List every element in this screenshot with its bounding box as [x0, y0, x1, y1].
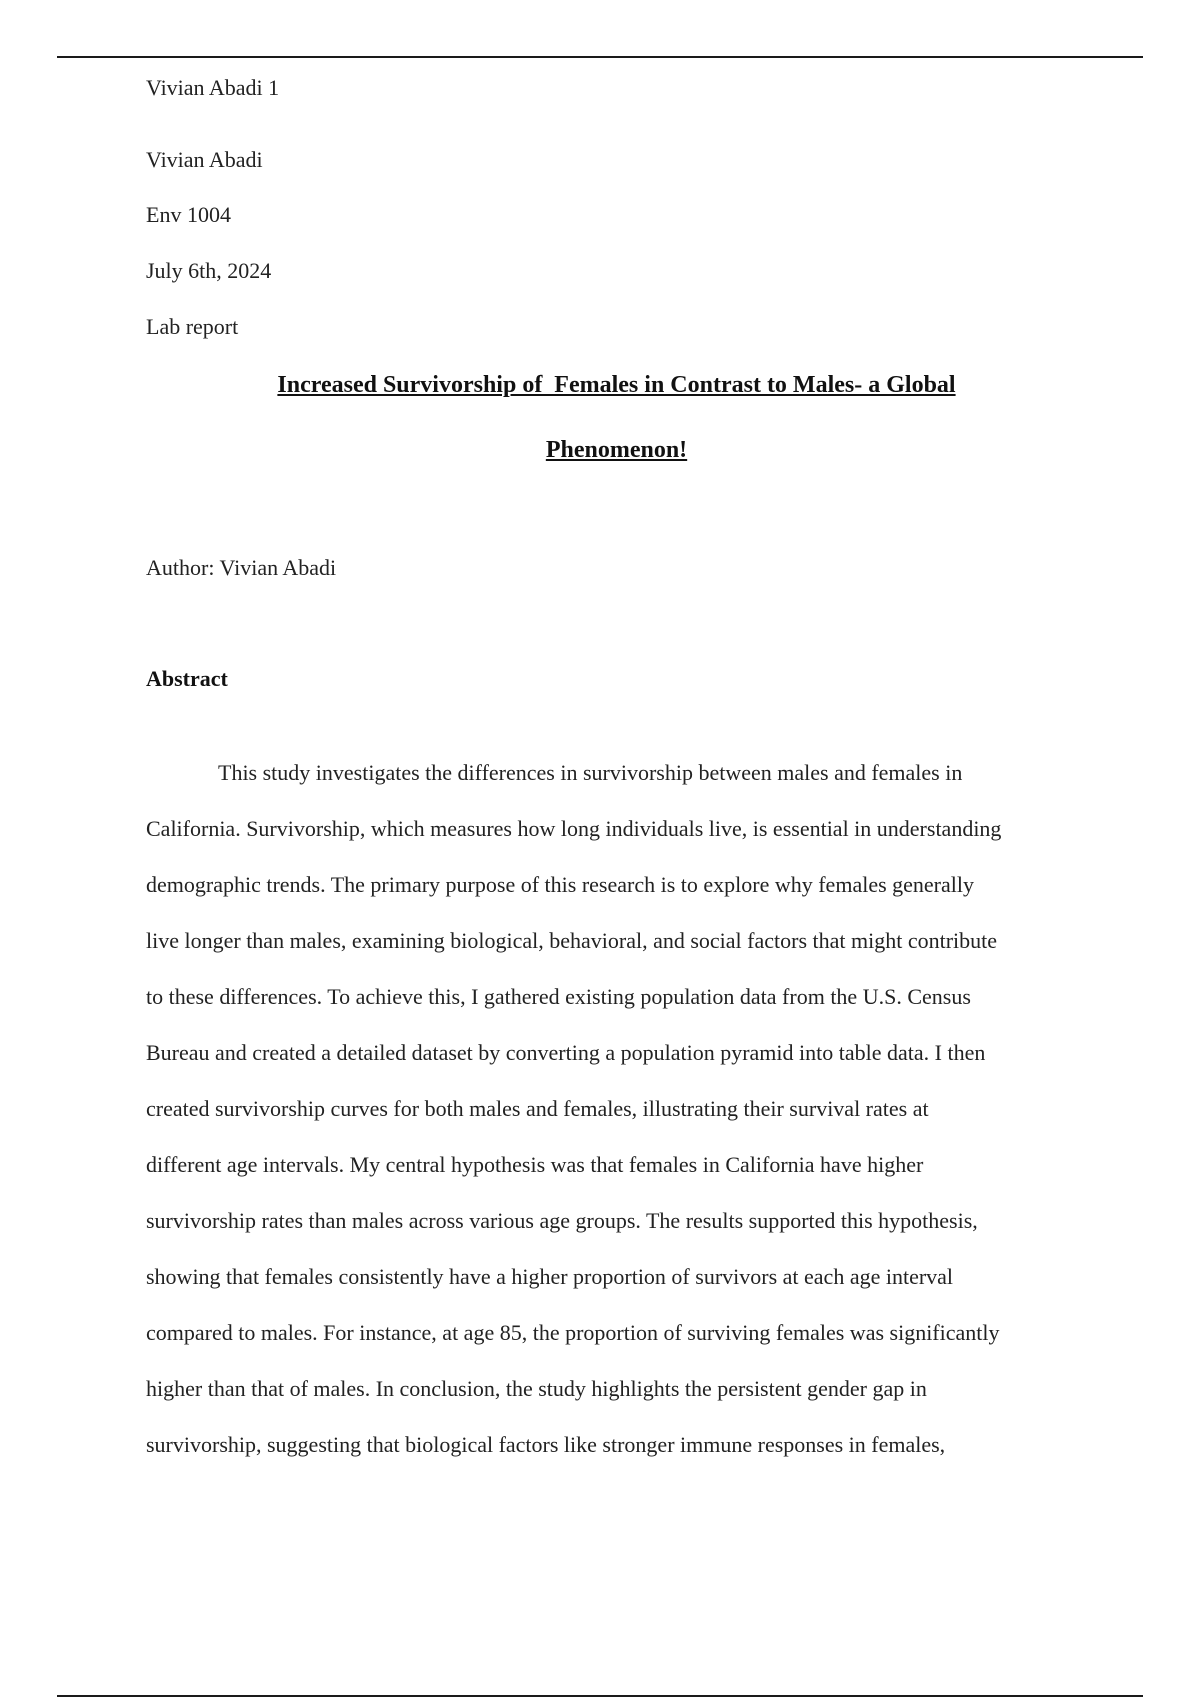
abstract-line: survivorship, suggesting that biological factors like stronger immune responses in females,	[146, 1432, 946, 1457]
course-name: Env 1004	[146, 202, 231, 227]
abstract-line: created survivorship curves for both males and females, illustrating their survival rates at	[146, 1096, 929, 1121]
abstract-line: Bureau and created a detailed dataset by converting a population pyramid into table data. I then	[146, 1040, 986, 1065]
abstract-line: survivorship rates than males across various age groups. The results supported this hypothesis,	[146, 1208, 978, 1233]
abstract-heading: Abstract	[146, 666, 228, 691]
author-line: Author: Vivian Abadi	[146, 555, 337, 580]
header-rule	[57, 56, 1143, 58]
abstract-line: showing that females consistently have a higher proportion of survivors at each age interval	[146, 1264, 954, 1289]
abstract-line: live longer than males, examining biological, behavioral, and social factors that might contribute	[146, 928, 998, 953]
footer-rule	[57, 1695, 1143, 1697]
abstract-body	[146, 745, 1086, 1473]
abstract-line: higher than that of males. In conclusion, the study highlights the persistent gender gap in	[146, 1376, 927, 1401]
report-date: July 6th, 2024	[146, 258, 272, 283]
report-title-line-2: Phenomenon!	[545, 437, 688, 463]
report-title-line-1: Increased Survivorship of Females in Contrast to Males- a Global	[277, 372, 956, 398]
abstract-line: different age intervals. My central hypothesis was that females in California have higher	[146, 1152, 924, 1177]
abstract-line: demographic trends. The primary purpose of this research is to explore why females generally	[146, 872, 974, 897]
abstract-line: compared to males. For instance, at age 85, the proportion of surviving females was significantly	[146, 1320, 1000, 1345]
document-type: Lab report	[146, 314, 239, 339]
abstract-line: California. Survivorship, which measures how long individuals live, is essential in understanding	[146, 816, 1002, 841]
running-head: Vivian Abadi 1	[146, 75, 280, 100]
abstract-line: This study investigates the differences in survivorship between males and females in	[218, 760, 963, 785]
student-name: Vivian Abadi	[146, 147, 263, 172]
abstract-line: to these differences. To achieve this, I gathered existing population data from the U.S. Census	[146, 984, 971, 1009]
